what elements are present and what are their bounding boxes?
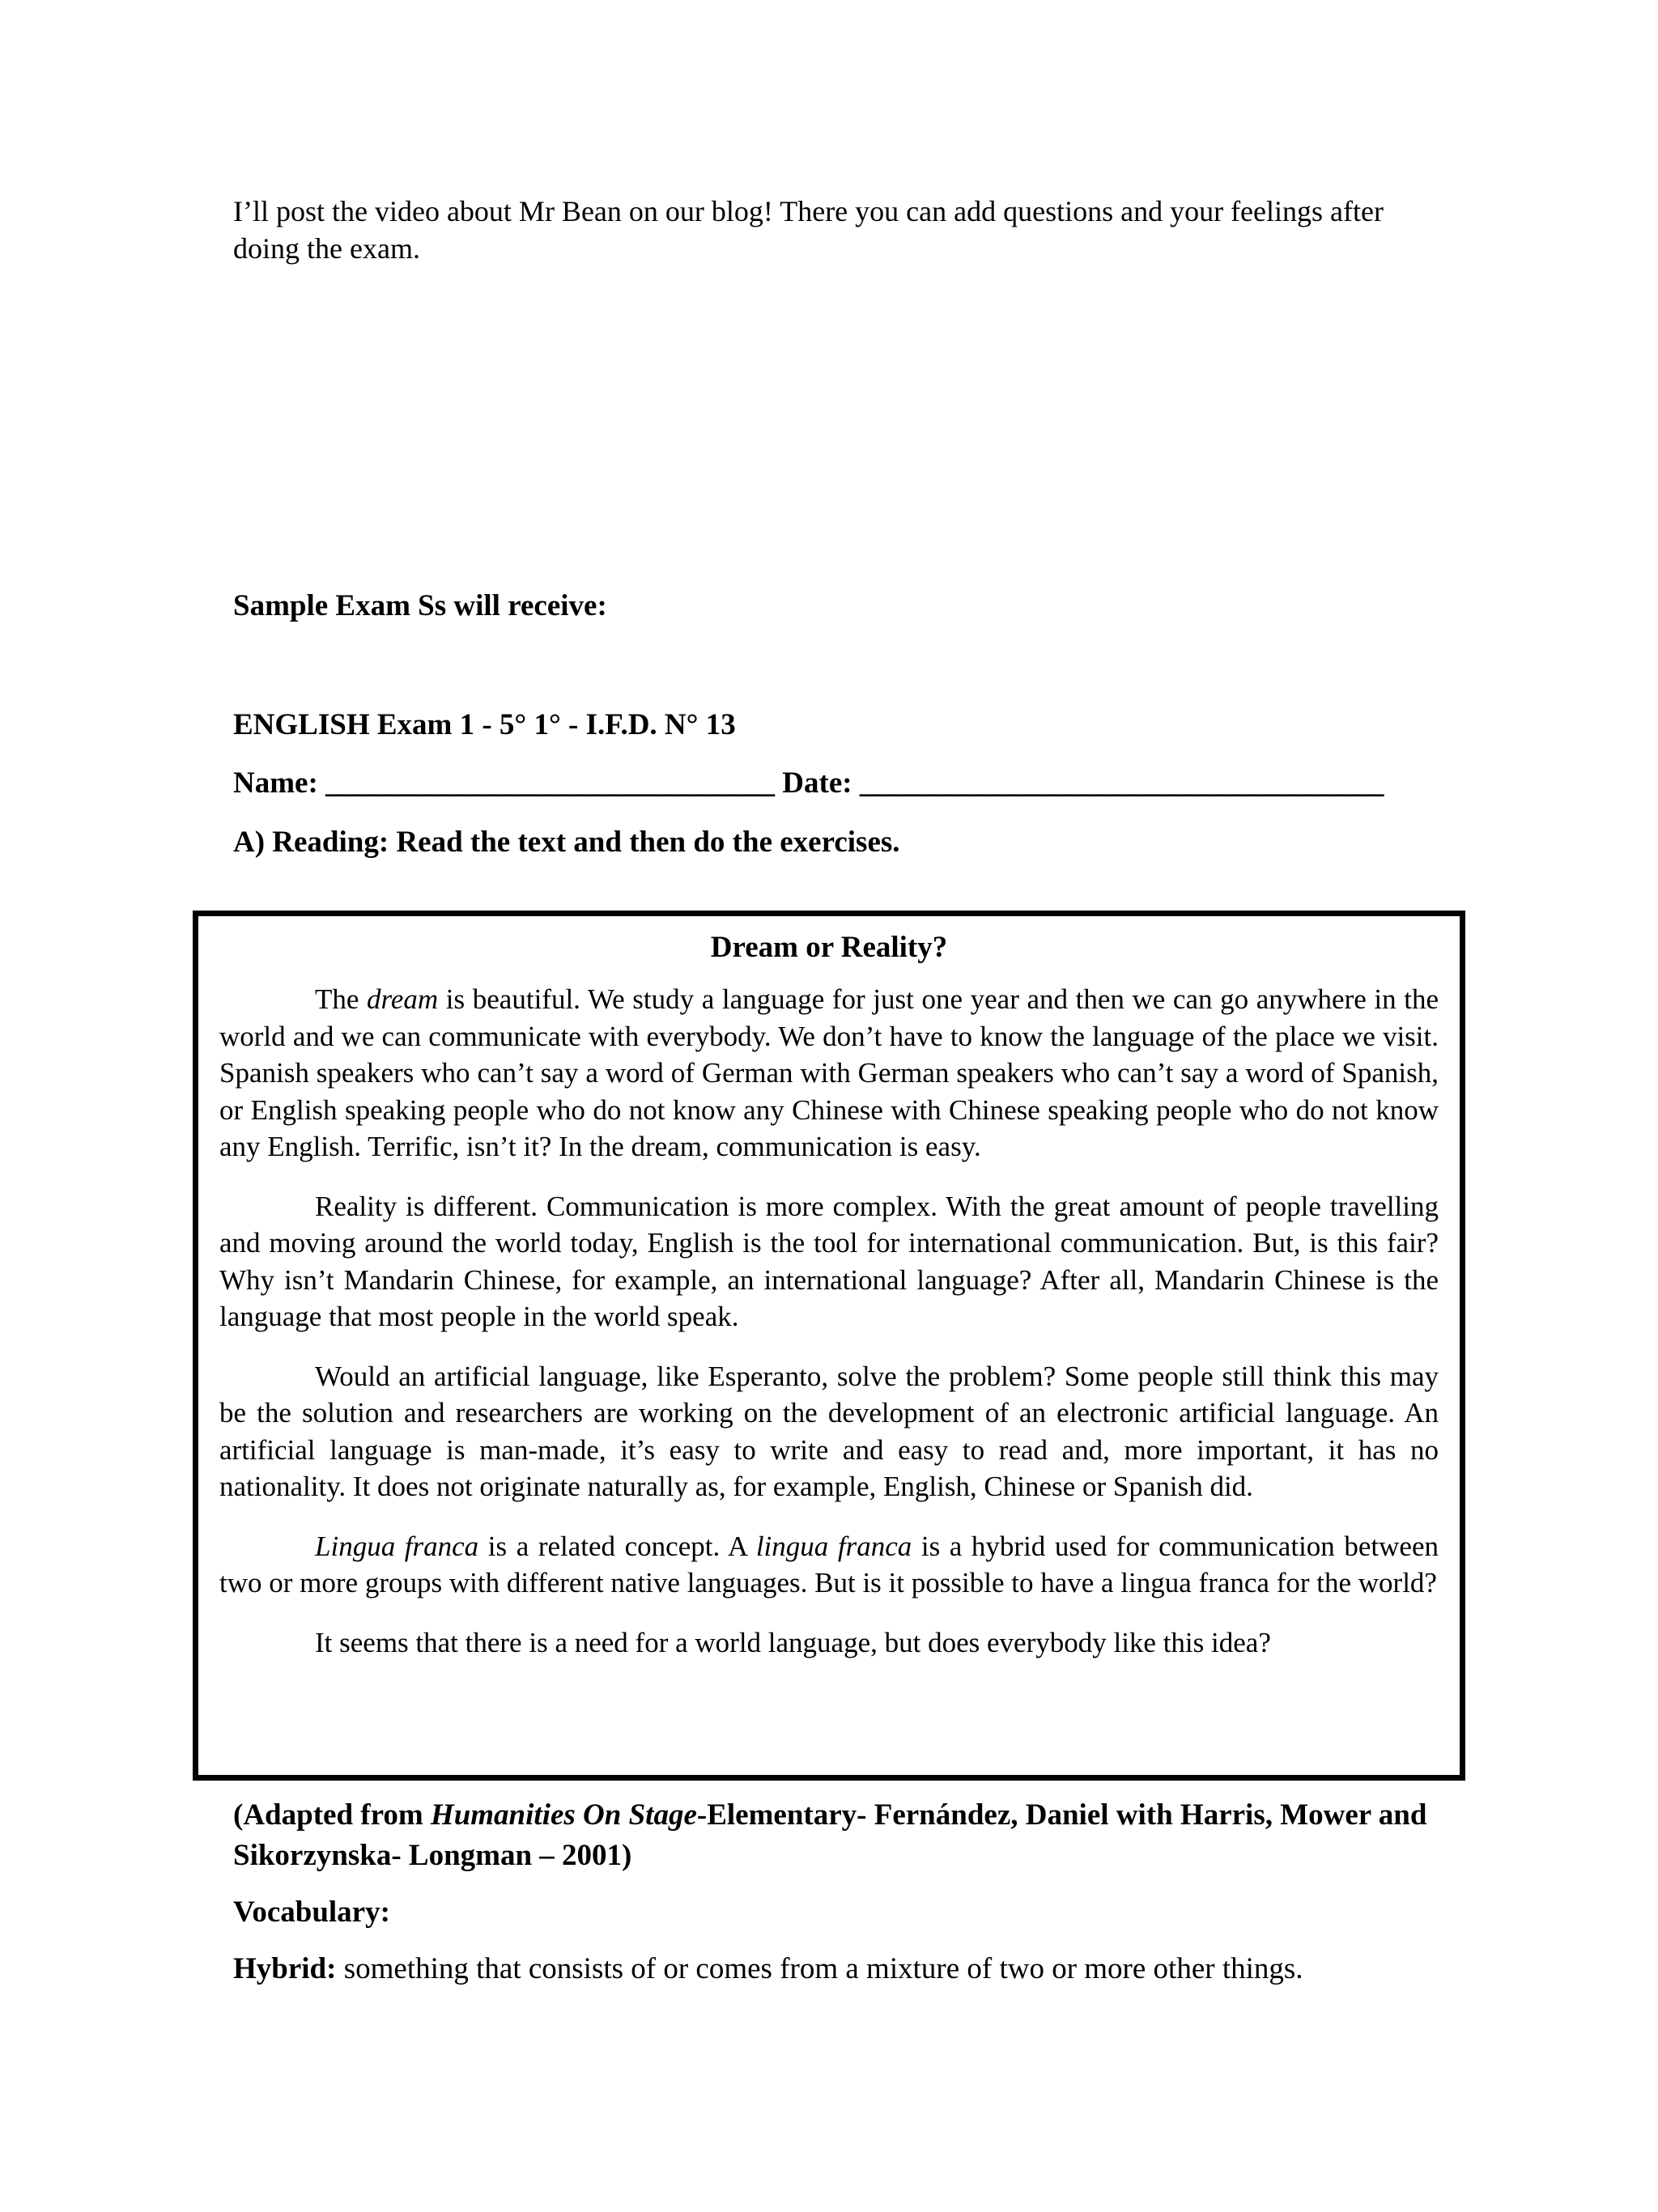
- vocabulary-entry: [233, 1951, 1303, 1988]
- source-prefix: (Adapted from: [233, 1798, 431, 1832]
- p1-rest: is beautiful. We study a language for just one year and then we can go anywhere in the world and we can communicate with everybody. We don’t have to know the language of the place we visit. Spanish speakers who can’t say a word of German with German speakers who can’t say a word of Spanish, or English speaking people who do not know any Chinese with Chinese speaking people who do not know any English. Terrific, isn’t it? In the dream, communication is easy.: [219, 983, 1439, 1162]
- source-book-title: Humanities On Stage: [430, 1798, 697, 1832]
- article-paragraph-2: Reality is different. Communication is more complex. With the great amount of people travelling and moving around the world today, English is the tool for international communication. But, is this fair? Why isn’t Mandarin Chinese, for example, an international language? After all, Mandarin Chinese is the language that most people in the world speak.: [219, 1190, 1439, 1332]
- article-paragraph-1: [219, 981, 1439, 1165]
- article-paragraph-4: [219, 1528, 1439, 1602]
- source-suffix: -Elementary- Fernández, Daniel with Harris, Mower and Sikorzynska- Longman – 2001): [233, 1798, 1427, 1872]
- vocabulary-definition: something that consists of or comes from a mixture of two or more other things.: [336, 1952, 1303, 1985]
- name-label: Name:: [233, 766, 318, 800]
- sample-exam-heading: Sample Exam Ss will receive:: [233, 589, 607, 622]
- source-citation: [233, 1795, 1464, 1876]
- name-date-line: [233, 765, 1384, 802]
- date-blank: ___________________________________: [859, 766, 1384, 800]
- p4-italic-1: Lingua franca: [315, 1530, 479, 1562]
- name-blank: ______________________________: [325, 766, 776, 800]
- exam-title: ENGLISH Exam 1 - 5° 1° - I.F.D. N° 13: [233, 708, 736, 741]
- vocabulary-term: Hybrid:: [233, 1952, 337, 1985]
- article-paragraph-5: It seems that there is a need for a world language, but does everybody like this idea?: [315, 1626, 1271, 1658]
- date-label: Date:: [782, 766, 852, 800]
- reading-text-box: [193, 911, 1465, 1781]
- p1-start: The: [315, 983, 368, 1015]
- p1-italic: dream: [367, 983, 439, 1015]
- p4-rest: is a hybrid used for communication between two or more groups with different native languages. But is it possible to have a lingua franca for the world?: [219, 1530, 1439, 1598]
- vocabulary-heading: Vocabulary:: [233, 1896, 390, 1929]
- article-paragraph-3: Would an artificial language, like Esperanto, solve the problem? Some people still think this may be the solution and researchers are working on the development of an electronic artificial language. An artificial language is man-made, it’s easy to write and easy to read and, more important, it has no nationality. It does not originate naturally as, for example, English, Chinese or Spanish did.: [219, 1360, 1439, 1502]
- p4-italic-2: lingua franca: [755, 1530, 912, 1562]
- reading-instruction: A) Reading: Read the text and then do the exercises.: [233, 826, 900, 859]
- intro-paragraph: I’ll post the video about Mr Bean on our blog! There you can add questions and your feelings after doing the exam.: [233, 195, 1384, 265]
- article-title: Dream or Reality?: [710, 931, 948, 964]
- p4-mid: is a related concept. A: [478, 1530, 756, 1562]
